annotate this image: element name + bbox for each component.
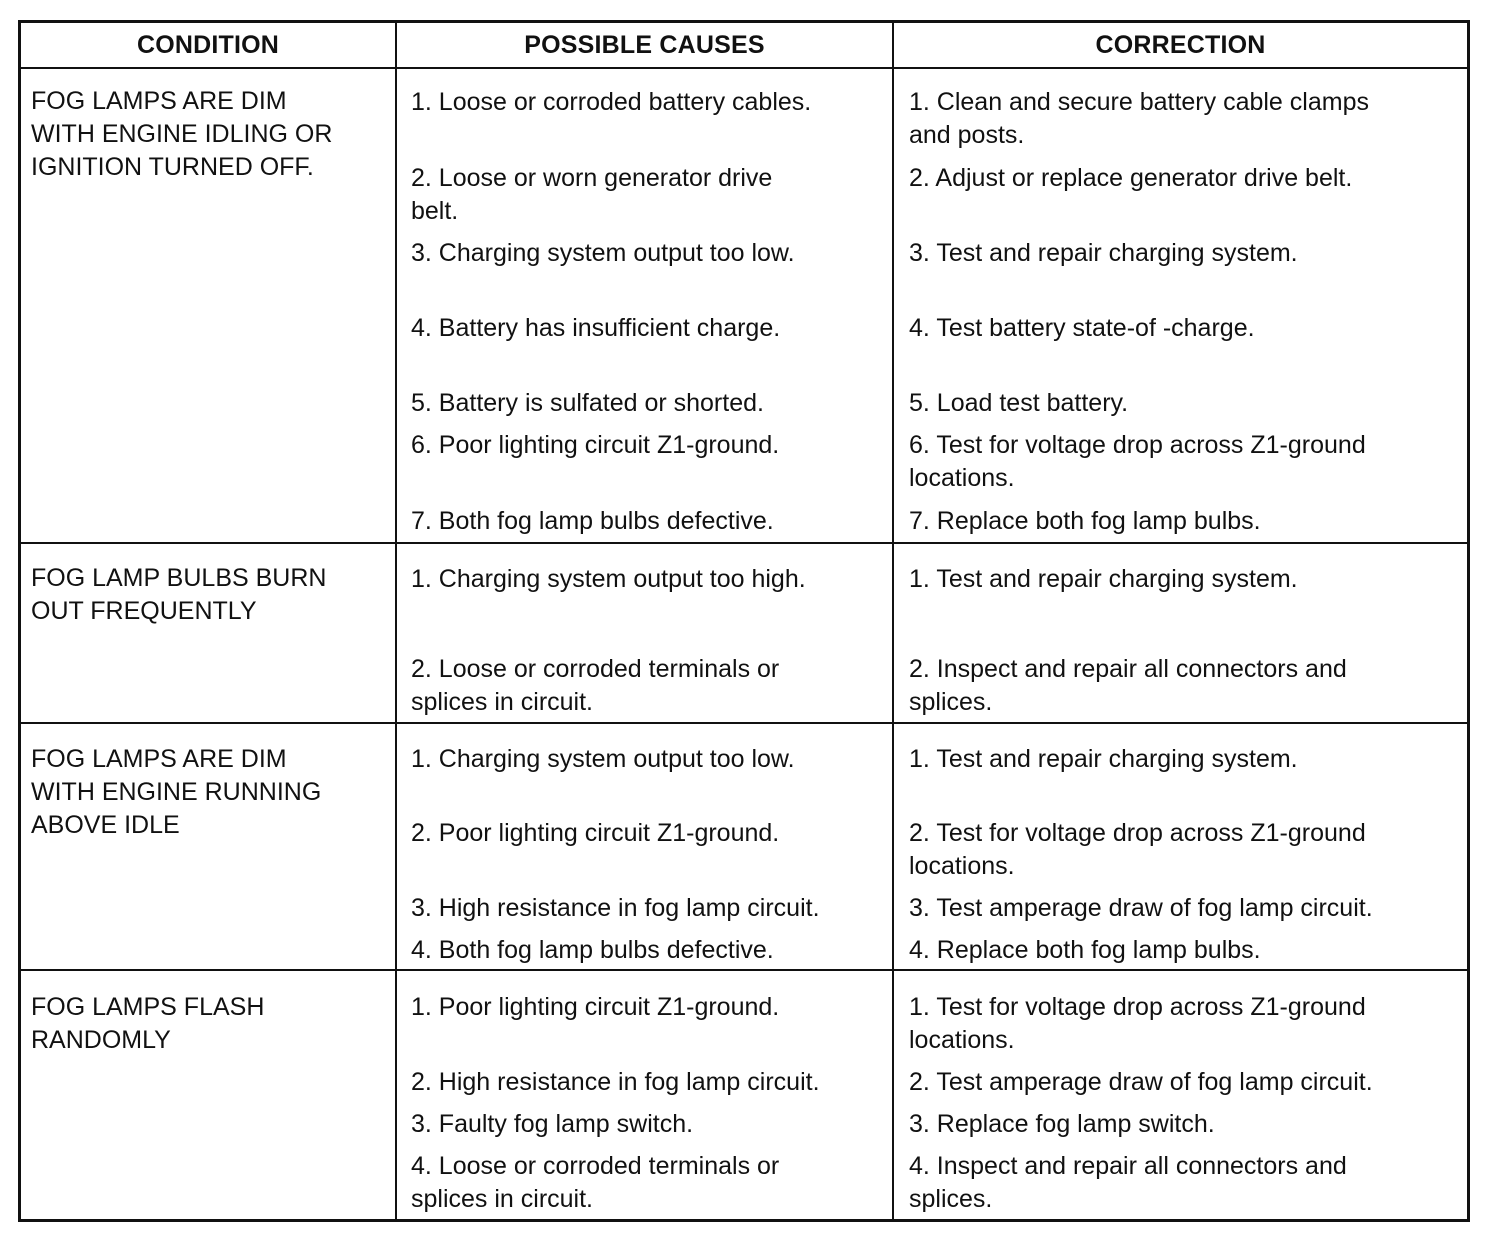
condition-cell-2: [31, 562, 326, 628]
correction-line: 1. Test and repair charging system.: [909, 565, 1298, 593]
correction-line: 2. Test amperage draw of fog lamp circuit.: [909, 1068, 1373, 1096]
cause-item: [411, 237, 795, 270]
cause-line: 3. High resistance in fog lamp circuit.: [411, 894, 820, 922]
correction-item: [909, 429, 1366, 495]
cause-line: belt.: [411, 197, 459, 225]
column-divider-2: [892, 23, 894, 1219]
header-correction: CORRECTION: [1095, 31, 1266, 59]
cause-item: [411, 743, 795, 776]
cause-line: 4. Loose or corroded terminals or: [411, 1152, 780, 1180]
correction-item: [909, 312, 1255, 345]
correction-line: locations.: [909, 464, 1015, 492]
cause-line: 3. Charging system output too low.: [411, 239, 795, 267]
condition-line: ABOVE IDLE: [31, 811, 180, 839]
cause-item: [411, 892, 820, 925]
correction-item: [909, 162, 1352, 195]
cause-line: 1. Charging system output too high.: [411, 565, 806, 593]
correction-item: [909, 653, 1347, 719]
condition-line: IGNITION TURNED OFF.: [31, 153, 314, 181]
cause-line: 6. Poor lighting circuit Z1-ground.: [411, 431, 780, 459]
cause-item: [411, 563, 806, 596]
cause-item: [411, 653, 779, 719]
correction-item: [909, 387, 1128, 420]
correction-item: [909, 934, 1261, 967]
correction-item: [909, 892, 1373, 925]
cause-line: 1. Poor lighting circuit Z1-ground.: [411, 993, 780, 1021]
cause-item: [411, 1108, 693, 1141]
correction-line: 7. Replace both fog lamp bulbs.: [909, 507, 1261, 535]
cause-line: 1. Loose or corroded battery cables.: [411, 88, 812, 116]
cause-item: [411, 505, 774, 538]
correction-item: [909, 86, 1369, 152]
correction-item: [909, 1150, 1347, 1216]
correction-item: [909, 743, 1298, 776]
correction-line: 2. Inspect and repair all connectors and: [909, 655, 1347, 683]
condition-cell-1: [31, 85, 332, 184]
correction-line: 4. Replace both fog lamp bulbs.: [909, 936, 1261, 964]
row-divider-3: [21, 969, 1467, 971]
correction-item: [909, 563, 1298, 596]
condition-line: FOG LAMPS ARE DIM: [31, 745, 287, 773]
cause-item: [411, 817, 779, 850]
cause-line: 2. High resistance in fog lamp circuit.: [411, 1068, 820, 1096]
correction-item: [909, 505, 1261, 538]
cause-line: splices in circuit.: [411, 688, 593, 716]
correction-line: 3. Test and repair charging system.: [909, 239, 1298, 267]
condition-line: FOG LAMP BULBS BURN: [31, 564, 327, 592]
header-possible-causes: POSSIBLE CAUSES: [524, 31, 765, 59]
correction-line: 1. Test for voltage drop across Z1-ground: [909, 993, 1366, 1021]
cause-item: [411, 1150, 779, 1216]
correction-line: 6. Test for voltage drop across Z1-ground: [909, 431, 1366, 459]
diagnosis-table: [18, 20, 1470, 1222]
cause-item: [411, 429, 779, 462]
cause-item: [411, 162, 772, 228]
cause-line: 3. Faulty fog lamp switch.: [411, 1110, 694, 1138]
cause-item: [411, 387, 764, 420]
cause-line: 2. Loose or corroded terminals or: [411, 655, 780, 683]
correction-item: [909, 991, 1366, 1057]
cause-line: 7. Both fog lamp bulbs defective.: [411, 507, 774, 535]
correction-line: splices.: [909, 688, 993, 716]
cause-item: [411, 934, 774, 967]
cause-line: 4. Both fog lamp bulbs defective.: [411, 936, 774, 964]
cause-line: 5. Battery is sulfated or shorted.: [411, 389, 764, 417]
cause-item: [411, 991, 779, 1024]
row-divider-1: [21, 542, 1467, 544]
correction-line: locations.: [909, 1026, 1015, 1054]
correction-line: 3. Replace fog lamp switch.: [909, 1110, 1215, 1138]
correction-item: [909, 1108, 1215, 1141]
condition-line: FOG LAMPS FLASH: [31, 993, 265, 1021]
condition-line: OUT FREQUENTLY: [31, 597, 257, 625]
correction-item: [909, 1066, 1373, 1099]
correction-item: [909, 237, 1298, 270]
correction-line: 4. Inspect and repair all connectors and: [909, 1152, 1347, 1180]
cause-item: [411, 312, 780, 345]
correction-line: locations.: [909, 852, 1015, 880]
condition-line: FOG LAMPS ARE DIM: [31, 87, 287, 115]
correction-line: 5. Load test battery.: [909, 389, 1129, 417]
condition-line: RANDOMLY: [31, 1026, 171, 1054]
cause-item: [411, 86, 811, 119]
cause-line: 2. Loose or worn generator drive: [411, 164, 773, 192]
correction-line: 2. Test for voltage drop across Z1-ground: [909, 819, 1366, 847]
correction-line: 3. Test amperage draw of fog lamp circuit.: [909, 894, 1373, 922]
correction-line: 4. Test battery state-of -charge.: [909, 314, 1255, 342]
cause-line: splices in circuit.: [411, 1185, 593, 1213]
condition-cell-3: [31, 743, 321, 842]
header-divider: [21, 67, 1467, 69]
column-divider-1: [395, 23, 397, 1219]
correction-item: [909, 817, 1366, 883]
cause-line: 1. Charging system output too low.: [411, 745, 795, 773]
condition-cell-4: [31, 991, 264, 1057]
cause-item: [411, 1066, 820, 1099]
correction-line: 2. Adjust or replace generator drive belt.: [909, 164, 1353, 192]
correction-line: splices.: [909, 1185, 993, 1213]
row-divider-2: [21, 722, 1467, 724]
correction-line: and posts.: [909, 121, 1025, 149]
correction-line: 1. Clean and secure battery cable clamps: [909, 88, 1369, 116]
condition-line: WITH ENGINE RUNNING: [31, 778, 322, 806]
correction-line: 1. Test and repair charging system.: [909, 745, 1298, 773]
condition-line: WITH ENGINE IDLING OR: [31, 120, 333, 148]
cause-line: 4. Battery has insufficient charge.: [411, 314, 781, 342]
header-condition: CONDITION: [136, 31, 280, 59]
cause-line: 2. Poor lighting circuit Z1-ground.: [411, 819, 780, 847]
